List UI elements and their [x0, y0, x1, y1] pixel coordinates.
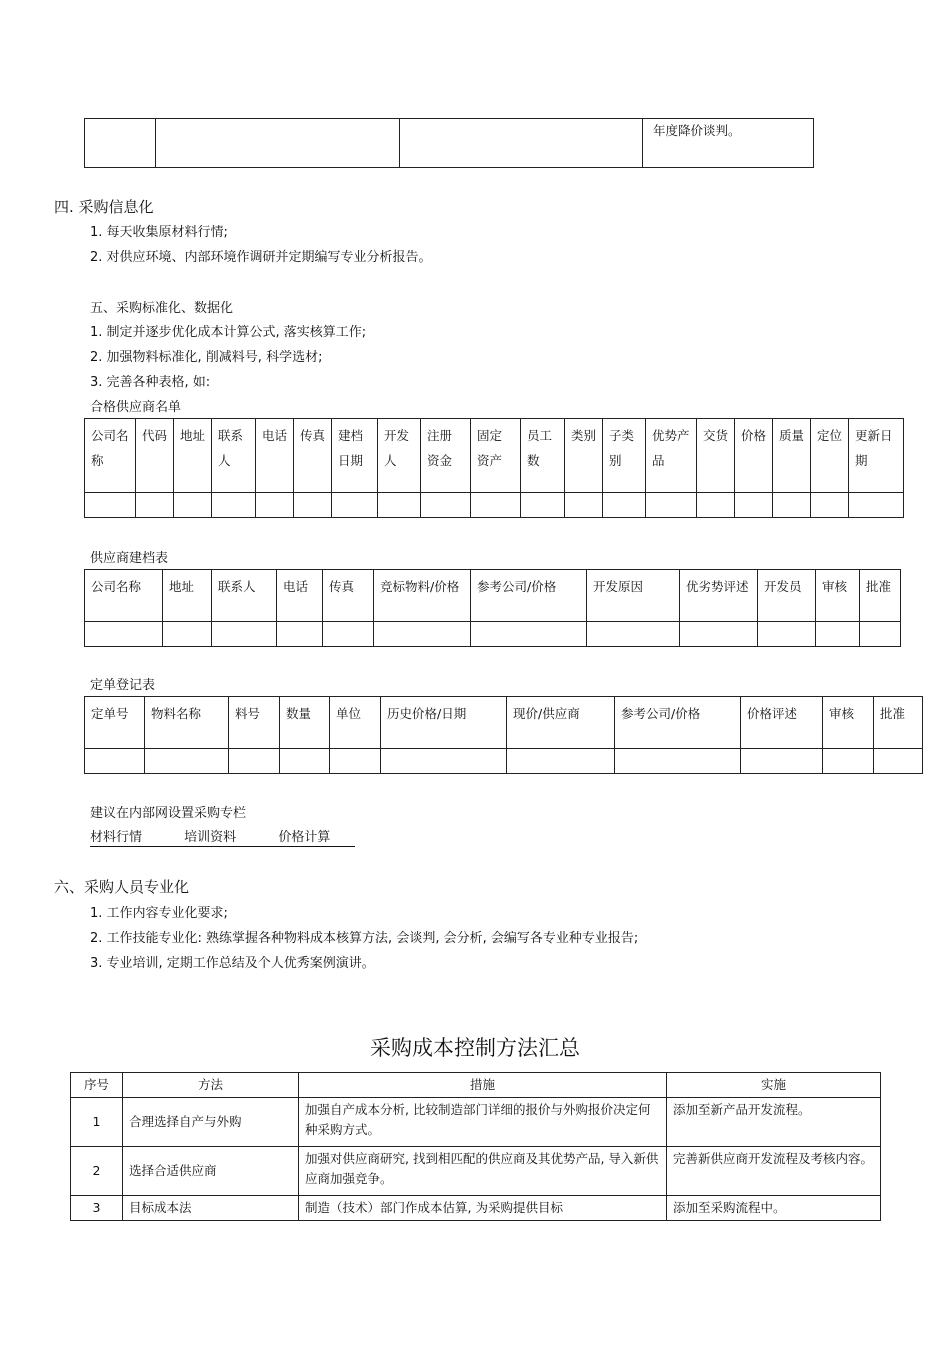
qualified-header: 定位 [811, 419, 849, 493]
section4-item-2: 2. 对供应环境、内部环境作调研并定期编写专业分析报告。 [90, 250, 432, 265]
supplier-archive-table [84, 569, 901, 647]
qualified-header: 优势产品 [646, 419, 697, 493]
archive-header: 参考公司/价格 [471, 570, 587, 622]
row-measure: 加强自产成本分析, 比较制造部门详细的报价与外购报价决定何种采购方式。 [299, 1098, 667, 1147]
link-training-materials[interactable]: 培训资料 [184, 830, 237, 845]
qualified-header: 类别 [565, 419, 603, 493]
row-measure: 制造（技术）部门作成本估算, 为采购提供目标 [299, 1196, 667, 1221]
order-header: 历史价格/日期 [381, 697, 507, 749]
qualified-table-caption: 合格供应商名单 [90, 400, 182, 415]
top-cell-2 [156, 119, 400, 168]
row-method: 合理选择自产与外购 [123, 1098, 299, 1147]
order-header: 审核 [823, 697, 874, 749]
section4-item-1: 1. 每天收集原材料行情; [90, 225, 228, 240]
qualified-header: 价格 [735, 419, 773, 493]
table-row [85, 493, 904, 518]
intranet-links [90, 826, 355, 847]
section6-item-1: 1. 工作内容专业化要求; [90, 906, 228, 921]
qualified-header: 固定资产 [471, 419, 521, 493]
section5-item-1: 1. 制定并逐步优化成本计算公式, 落实核算工作; [90, 325, 367, 340]
order-header: 物料名称 [145, 697, 229, 749]
qualified-header: 员工数 [521, 419, 565, 493]
archive-header: 传真 [323, 570, 374, 622]
top-cell-4: 年度降价谈判。 [643, 119, 814, 168]
row-no: 2 [71, 1147, 123, 1196]
qualified-header: 子类别 [603, 419, 646, 493]
top-table [84, 118, 814, 168]
table-row [71, 1098, 881, 1147]
order-header: 单位 [330, 697, 381, 749]
archive-header: 批准 [860, 570, 901, 622]
order-header: 批准 [874, 697, 923, 749]
section6-item-3: 3. 专业培训, 定期工作总结及个人优秀案例演讲。 [90, 956, 375, 971]
qualified-header: 更新日期 [849, 419, 904, 493]
archive-header: 优劣势评述 [680, 570, 758, 622]
row-impl: 添加至采购流程中。 [667, 1196, 881, 1221]
order-header: 料号 [229, 697, 280, 749]
summary-table [70, 1072, 881, 1221]
archive-table-caption: 供应商建档表 [90, 551, 169, 566]
top-cell-3 [400, 119, 643, 168]
table-row [71, 1196, 881, 1221]
order-header: 数量 [280, 697, 330, 749]
summary-header: 方法 [123, 1073, 299, 1098]
row-no: 3 [71, 1196, 123, 1221]
table-row [85, 749, 923, 774]
order-header: 参考公司/价格 [615, 697, 741, 749]
archive-header: 竞标物料/价格 [374, 570, 471, 622]
qualified-supplier-table [84, 418, 904, 518]
archive-header: 公司名称 [85, 570, 163, 622]
table-row [71, 1147, 881, 1196]
row-method: 目标成本法 [123, 1196, 299, 1221]
qualified-header: 传真 [294, 419, 332, 493]
intranet-text: 建议在内部网设置采购专栏 [90, 806, 247, 821]
section6-heading: 六、采购人员专业化 [54, 878, 190, 896]
row-no: 1 [71, 1098, 123, 1147]
summary-header: 措施 [299, 1073, 667, 1098]
section5-item-2: 2. 加强物料标准化, 削减料号, 科学选材; [90, 350, 323, 365]
row-method: 选择合适供应商 [123, 1147, 299, 1196]
row-impl: 完善新供应商开发流程及考核内容。 [667, 1147, 881, 1196]
qualified-header: 建档日期 [332, 419, 378, 493]
summary-title: 采购成本控制方法汇总 [370, 1036, 580, 1060]
order-header: 定单号 [85, 697, 145, 749]
qualified-header: 开发人 [378, 419, 421, 493]
section5-heading: 五、采购标准化、数据化 [90, 301, 234, 316]
table-row [85, 622, 901, 647]
row-measure: 加强对供应商研究, 找到相匹配的供应商及其优势产品, 导入新供应商加强竞争。 [299, 1147, 667, 1196]
section4-heading: 四. 采购信息化 [54, 198, 154, 216]
order-header: 现价/供应商 [507, 697, 615, 749]
section5-item-3: 3. 完善各种表格, 如: [90, 375, 211, 390]
row-impl: 添加至新产品开发流程。 [667, 1098, 881, 1147]
section6-item-2: 2. 工作技能专业化: 熟练掌握各种物料成本核算方法, 会谈判, 会分析, 会编写各专业种专业报告; [90, 931, 639, 946]
order-table-caption: 定单登记表 [90, 678, 156, 693]
archive-header: 审核 [816, 570, 860, 622]
summary-header: 实施 [667, 1073, 881, 1098]
order-register-table [84, 696, 923, 774]
archive-header: 地址 [163, 570, 212, 622]
qualified-header: 代码 [136, 419, 174, 493]
summary-header: 序号 [71, 1073, 123, 1098]
archive-header: 电话 [277, 570, 323, 622]
qualified-header: 质量 [773, 419, 811, 493]
qualified-header: 公司名称 [85, 419, 136, 493]
qualified-header: 联系人 [212, 419, 256, 493]
archive-header: 联系人 [212, 570, 277, 622]
link-material-market[interactable]: 材料行情 [90, 830, 143, 845]
order-header: 价格评述 [741, 697, 823, 749]
qualified-header: 交货 [697, 419, 735, 493]
qualified-header: 地址 [174, 419, 212, 493]
link-price-calculation[interactable]: 价格计算 [278, 830, 331, 845]
qualified-header: 注册资金 [421, 419, 471, 493]
qualified-header: 电话 [256, 419, 294, 493]
archive-header: 开发员 [758, 570, 816, 622]
top-cell-1 [85, 119, 156, 168]
archive-header: 开发原因 [587, 570, 680, 622]
